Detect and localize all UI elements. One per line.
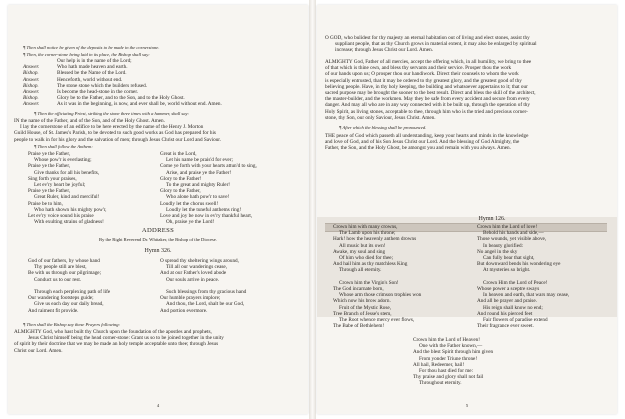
text-line: Which now his brow adorn. — [333, 298, 391, 305]
right-page — [317, 5, 617, 414]
text-line: But downward bends his wondering eye — [477, 261, 561, 268]
striking-rubric: ¶ Then the officiating Priest, striking the stone three times with a hammer, shall say: — [34, 111, 190, 116]
text-line: Give thanks for all his benefits, — [34, 169, 100, 176]
versicle-speaker: Answer. — [23, 76, 40, 83]
text-line: Fair flowers of paradise extend — [483, 317, 548, 324]
text-line: Their fragrance ever sweet. — [477, 323, 534, 330]
text-line: All music but its own! — [339, 242, 386, 249]
text-line: The Lamb upon his throne; — [339, 230, 396, 237]
hymn-326-left-column — [28, 258, 110, 314]
versicle-text: Is become the head-stone in the corner. — [57, 89, 139, 96]
text-line: One with the Father known,— — [419, 343, 483, 350]
versicle-text: Who hath made heaven and earth. — [57, 64, 128, 71]
text-line: stone, thy Son, our only Saviour, Jesus Christ. Amen. — [325, 114, 436, 121]
page-number-right: 5 — [465, 403, 469, 408]
text-line: The Babe of Bethlehem! — [333, 323, 385, 330]
text-line: Let ev'ry voice sound his praise — [28, 213, 94, 220]
blessing-rubric: ¶ After which the blessing shall be pronounced. — [339, 125, 427, 130]
text-line: And hail him as thy matchless King — [333, 261, 408, 268]
text-line: Our wandering footsteps guide; — [28, 295, 94, 302]
versicles — [23, 58, 222, 108]
prayer-line: Christ our Lord. Amen. — [14, 347, 63, 354]
text-line: Sing forth your praises, — [28, 175, 77, 182]
text-line: is especially entrusted, that it may be ordered to thy greatest glory, and the greatest good of thy — [325, 77, 522, 84]
text-line: Come ye forth with your hearts attun'd to sing, — [160, 163, 257, 170]
versicle-speaker: Bishop. — [23, 82, 39, 89]
text-line: Who alone hath pow'r to save! — [166, 194, 230, 201]
text-line: Whose power a sceptre sways — [477, 286, 540, 293]
text-line: Fruit of the Mystic Rose, — [339, 304, 392, 311]
text-line: Through each perplexing path of life — [34, 289, 111, 295]
text-line: Behold his hands and side,— — [483, 230, 544, 237]
text-line: Our souls arrive in peace. — [166, 276, 220, 283]
blessing-line: THE peace of God which passeth all understanding, keep your hearts and minds in the knowledge — [325, 133, 529, 139]
hymn-126-final-verse — [413, 337, 493, 387]
text-line: With exulting strains of gladness! — [34, 219, 104, 226]
blessing-text — [325, 133, 611, 152]
text-line: The Root whence mercy ever flows, — [339, 317, 415, 324]
text-line: Loudly let the chorus swell! — [160, 200, 219, 207]
text-line: For thou hast died for me: — [419, 368, 474, 375]
versicle-text: Blessed be the Name of the Lord. — [57, 70, 127, 77]
text-line: ALMIGHTY God, Father of all mercies, accept the offering which, in all humility, we bring to thee — [325, 59, 532, 65]
prayer-line: of spirit by their doctrine that we may be made an holy temple acceptable unto thee; through Jesus — [14, 341, 219, 348]
versicle-text: Henceforth, world without end. — [57, 76, 123, 83]
text-line: Those wounds, yet visible above, — [477, 236, 547, 243]
text-line: Crown him with many crowns, — [333, 224, 398, 230]
text-line: Praise ye the Father, — [28, 188, 71, 195]
prayer-line: ALMIGHTY God, who hast built thy Church upon the foundation of the apostles and prophets, — [14, 329, 212, 335]
hymn-126-right-column — [477, 224, 569, 329]
text-line: Let ev'ry heart be joyful; — [34, 182, 86, 189]
prayer-living-stones — [325, 35, 611, 54]
versicle-speaker: Answer. — [23, 64, 40, 71]
prayer-line: increase; through Jesus Christ our Lord. Amen. — [335, 47, 433, 54]
laying-rubric: ¶ Then, the corner-stone being laid in its place, the Bishop shall say: — [23, 52, 150, 57]
text-line: The God incarnate born, — [333, 286, 384, 293]
prayer-line: O GOD, who bulidest for thy majesty an eternal habitation out of living and elect stones, assist thy — [325, 35, 530, 41]
text-line: God of our fathers, by whose hand — [28, 258, 100, 264]
text-line: Let his name be prais'd for ever; — [166, 157, 233, 164]
address-heading: ADDRESS — [141, 227, 175, 234]
text-line: Whose arm those crimson trophies won — [339, 292, 422, 299]
prayer-cornerstone — [14, 329, 304, 354]
text-line: Praise ye the Father, — [28, 151, 71, 157]
left-page — [8, 5, 308, 414]
versicle-text: The stone stone which the builders refused. — [57, 82, 148, 89]
text-line: Crown him the Lord of Heaven! — [413, 337, 480, 343]
text-line: Arise, and praise ye the Father! — [166, 169, 232, 176]
text-line: Such blessings from thy gracious hand — [166, 289, 247, 295]
text-line: Crown him the Lord of love! — [477, 224, 538, 230]
text-line: And at our Father's loved abode — [160, 270, 227, 277]
text-line: Oh, praise ye the Lord! — [166, 219, 215, 226]
book-gutter — [309, 0, 316, 419]
text-line: Great is the Lord, — [160, 151, 197, 157]
hymn-126-title: Hymn 126. — [478, 216, 506, 222]
dedication-line: Guild House, of St. James's Parish, to be devoted to such good works as God has prepared for his — [14, 130, 216, 137]
text-line: Throughout eternity. — [419, 380, 462, 387]
text-line: Praise be to him, — [28, 200, 63, 207]
text-line: Through all eternity. — [339, 267, 382, 274]
text-line: Thy people still are blest, — [34, 264, 87, 271]
prayer-line: suppliant people, that as thy Church grows in material extent, it may also be enlarged by spiritual — [335, 41, 537, 48]
text-line: And thou, the Lord, shalt be our God, — [166, 301, 245, 308]
versicle-text: Our help is in the name of the Lord; — [57, 58, 132, 64]
text-line: Love and joy be now in ev'ry thankful heart, — [160, 213, 253, 220]
hymn-126-left-column — [333, 224, 421, 329]
text-line: the master-builder, and the workmen. May they be safe from every accident and secure from every — [325, 96, 530, 103]
anthem-rubric: ¶ Then shall follow the Anthem: — [34, 144, 93, 149]
text-line: And all be prayer and praise. — [477, 298, 537, 305]
text-line: And portion evermore. — [160, 307, 208, 314]
text-line: O spread thy sheltering wings around, — [160, 258, 239, 264]
text-line: Our humble prayers implore; — [160, 295, 221, 302]
hymn-326-right-column — [160, 258, 246, 314]
versicle-speaker: Answer. — [23, 101, 40, 108]
text-line: His reign shall know no end; — [483, 304, 543, 311]
prayer-line: Jesus Christ himself being the head corner-stone: Grant us so to be joined together in the unity — [28, 335, 224, 342]
text-line: To the great and mighty Ruler! — [166, 182, 231, 189]
anthem-right-column — [160, 151, 257, 225]
text-line: believing people. Have, in thy holy keeping, the building and whatsoever appertains to it; that our — [325, 83, 528, 90]
text-line: danger. And may all who are in any way connected with it be built up, through the operation of thy — [325, 102, 530, 109]
prayer-almighty-god — [325, 59, 611, 121]
versicle-text: As it was in the beginning, is now, and ever shall be, world without end. Amen. — [57, 101, 222, 108]
text-line: All hail, Redeemer, hail! — [413, 361, 465, 368]
address-byline: By the Right Reverend Dr. Whitaker, the Bishop of the Diocese. — [99, 237, 217, 242]
dedication-line: I lay the cornerstone of an edifice to be here erected by the name of the Henry J. Morton — [20, 124, 204, 131]
text-line: In beauty glorified: — [483, 242, 524, 249]
versicle-speaker: Bishop. — [23, 70, 39, 77]
text-line: Hark! how the heavenly anthem drowns — [333, 236, 417, 243]
text-line: Whose pow'r is everlasting; — [34, 157, 92, 164]
text-line: Glory to the Father, — [160, 188, 201, 195]
versicle-row — [23, 101, 222, 107]
text-line: Till all our wanderings cease, — [166, 264, 228, 271]
text-line: Holy Spirit, as living stones, acceptable to thee, through him who is the tried and precious corner- — [325, 108, 528, 115]
text-line: Conduct us to our rest. — [34, 276, 82, 283]
text-line: Tree Branch of Jesse's stem, — [333, 310, 392, 317]
text-line: At mysteries so bright. — [483, 267, 531, 274]
text-line: Praise ye the Father, — [28, 163, 71, 170]
blessing-line: Father, the Son, and the Holy Ghost, be amongst you and remain with you always. Amen. — [325, 145, 511, 152]
dedication-line: IN the name of the Father, and of the Son, and of the Holy Ghost. Amen. — [14, 118, 165, 124]
text-line: From yonder Triune throne! — [419, 355, 478, 362]
text-line: Crown him the Virgin's Son! — [339, 279, 399, 286]
text-line: No angel in the sky — [477, 248, 518, 255]
prayers-rubric: ¶ Then shall the Bishop say these Prayers following: — [23, 322, 121, 327]
text-line: Can fully bear that sight, — [483, 255, 535, 262]
text-line: Crown Him the Lord of Peace! — [483, 279, 548, 286]
text-line: And the blest Spirit through him given — [413, 349, 494, 356]
blessing-line: and love of God, and of his Son Jesus Christ our Lord. And the blessing of God Almighty, the — [325, 139, 520, 146]
text-line: of our hands upon us; O prosper thou our handiwork. Direct their counsels to whom the work — [325, 71, 519, 78]
text-line: sacred purpose may be brought the sooner to the best result. Direct and bless the skill of the architect, — [325, 90, 536, 97]
text-line: Great Ruler, kind and merciful! — [34, 194, 100, 201]
text-line: Give us each day our daily bread, — [34, 301, 104, 308]
text-line: of that which is thine own, and bless thy servants and their service. Prosper thou the work — [325, 65, 512, 72]
dedication-text — [14, 118, 304, 143]
text-line: Who hath shown his mighty pow'r, — [34, 206, 107, 213]
text-line: Loudly let the tuneful anthems ring! — [166, 206, 242, 213]
anthem-left-column — [28, 151, 106, 225]
hymn-326-title: Hymn 326. — [144, 248, 172, 254]
text-line: Awake, my soul and sing — [333, 248, 386, 255]
text-line: Thy praise and glory shall not fail — [413, 374, 484, 381]
versicle-text: Glory be to the Father, and to the Son, and to the Holy Ghost. — [57, 95, 185, 102]
text-line: And raiment fit provide. — [28, 307, 79, 314]
text-line: In heaven and earth, that wars may cease, — [483, 292, 570, 299]
text-line: Be with us through our pilgrimage; — [28, 270, 102, 277]
versicle-speaker: Answer. — [23, 89, 40, 96]
text-line: Glory to the Father! — [160, 175, 202, 182]
dedication-line: people to walk in for his glory and the salvation of men; through Jesus Christ our Lord and Saviour. — [14, 136, 222, 143]
page-number-left: 4 — [156, 403, 160, 408]
cornerstone-rubric: ¶ Then shall notice be given of the deposits to be made in the cornerstone. — [23, 45, 160, 50]
versicle-speaker: Bishop. — [23, 95, 39, 102]
text-line: Of him who died for thee; — [339, 255, 394, 262]
text-line: And round his pierced feet — [477, 310, 533, 317]
